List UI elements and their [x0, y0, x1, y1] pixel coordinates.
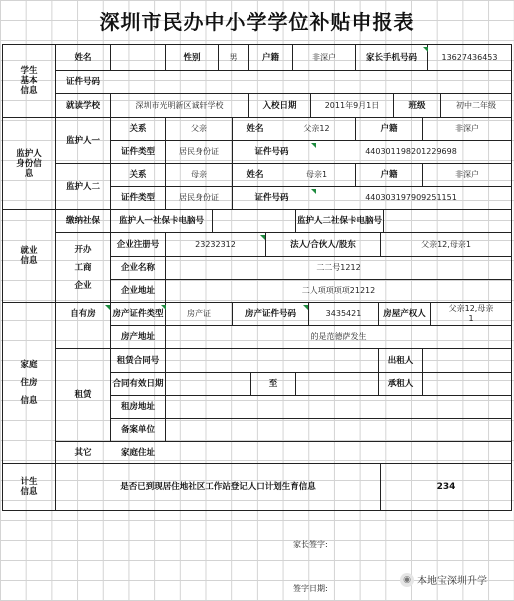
watermark-text: 本地宝深圳升学	[417, 576, 487, 587]
family-planning-answer[interactable]: 234	[436, 482, 456, 492]
g2-idno-value: 440303197909251151	[365, 193, 457, 202]
g2-social-card-label: 监护人二社保卡电脑号	[296, 216, 382, 226]
cert-no-label: 房产证件号码	[244, 309, 296, 319]
g2-relation-label: 关系	[129, 170, 147, 180]
g2-relation-value: 母亲	[191, 170, 207, 179]
form-title: 深圳市民办中小学学位补贴申报表	[99, 10, 415, 34]
guardian-section-label: 监护人 身份信 息	[16, 148, 42, 179]
grade-label: 班级	[408, 100, 426, 111]
cert-no-value: 3435421	[325, 309, 362, 318]
filing-unit-label: 备案单位	[120, 425, 155, 435]
g1-hukou-value: 非深户	[455, 124, 479, 133]
g1-relation-value: 父亲	[191, 124, 207, 133]
gender-value: 男	[229, 52, 238, 62]
rule	[2, 510, 512, 511]
lessor-label: 出租人	[387, 355, 414, 366]
home-address-label: 家庭住址	[120, 447, 155, 458]
rent-label: 租赁	[74, 390, 92, 400]
valid-date-to-field[interactable]	[296, 373, 378, 395]
g2-name-value: 母亲1	[305, 170, 328, 179]
gender-label: 性别	[183, 52, 201, 63]
g2-social-card-field[interactable]	[384, 210, 511, 232]
company-address-label: 企业地址	[120, 286, 155, 296]
school-value: 深圳市光明新区诚轩学校	[135, 100, 224, 110]
rent-address-field[interactable]	[166, 396, 511, 418]
family-planning-section-label: 计生 信息	[20, 477, 38, 497]
g1-idtype-label: 证件类型	[120, 147, 155, 157]
entry-label: 入校日期	[262, 100, 297, 111]
g2-idtype-label: 证件类型	[120, 193, 155, 203]
name-label: 姓名	[74, 52, 92, 63]
contract-no-label: 租赁合同号	[116, 355, 160, 366]
other-label: 其它	[74, 447, 92, 458]
signature-date-label: 签字日期:	[293, 584, 328, 593]
home-address-field[interactable]	[166, 442, 511, 463]
g1-idno-label: 证件号码	[254, 147, 289, 157]
g2-hukou-label: 户籍	[380, 170, 398, 180]
watermark	[400, 572, 487, 587]
g1-hukou-label: 户籍	[380, 124, 398, 134]
reg-no-value: 23232312	[195, 239, 236, 249]
company-name-label: 企业名称	[120, 263, 155, 273]
business-label: 开办 工商 企业	[74, 244, 92, 291]
lessee-label: 承租人	[387, 379, 414, 389]
family-planning-question: 是否已到现居住地社区工作站登记人口计划生育信息	[120, 482, 316, 492]
rule	[511, 44, 512, 510]
id-field[interactable]	[111, 71, 511, 93]
parent-signature-label: 家长签字:	[293, 540, 328, 549]
cert-type-value: 房产证	[187, 309, 211, 318]
reg-no-label: 企业注册号	[116, 239, 160, 250]
g2-idtype-value: 居民身份证	[179, 193, 219, 202]
company-name-value: 二二号1212	[316, 263, 361, 272]
property-address-label: 房产地址	[120, 332, 155, 342]
legal-person-value: 父亲12,母亲1	[421, 239, 471, 249]
cert-type-label: 房产证件类型	[112, 309, 164, 319]
g1-social-card-label: 监护人一社保卡电脑号	[118, 216, 204, 226]
grade-value: 初中二年级	[456, 100, 496, 110]
legal-person-label: 法人/合伙人/股东	[290, 239, 356, 250]
g1-name-label: 姓名	[246, 124, 264, 134]
g2-name-label: 姓名	[246, 170, 264, 180]
g2-idno-label: 证件号码	[254, 193, 289, 203]
to-label: 至	[268, 379, 278, 389]
property-address-value: 的是范德萨发生	[310, 332, 367, 341]
g1-social-card-field[interactable]	[213, 210, 295, 232]
lessee-field[interactable]	[423, 373, 511, 395]
valid-date-from-field[interactable]	[166, 373, 250, 395]
parent-phone-value: 13627436453	[441, 52, 498, 62]
owner-label: 房屋产权人	[383, 309, 426, 319]
g2-hukou-value: 非深户	[455, 170, 479, 179]
own-house-label: 自有房	[70, 309, 96, 319]
filing-unit-field[interactable]	[166, 419, 511, 441]
speech-bubble-icon: ◉	[400, 573, 414, 587]
g1-name-value: 父亲12	[303, 124, 330, 133]
guardian2-label: 监护人二	[65, 181, 100, 192]
owner-value: 父亲12,母亲 1	[448, 304, 494, 323]
lessor-field[interactable]	[423, 349, 511, 372]
school-label: 就读学校	[65, 100, 100, 111]
hukou-value: 非深户	[312, 52, 336, 62]
entry-value: 2011年9月1日	[324, 100, 380, 110]
employment-section-label: 就业 信息	[20, 246, 38, 266]
name-field[interactable]	[111, 45, 165, 70]
contract-no-field[interactable]	[166, 349, 378, 372]
valid-date-label: 合同有效日期	[112, 379, 164, 389]
student-section-label: 学生 基本 信息	[20, 66, 38, 96]
guardian1-label: 监护人一	[65, 135, 100, 146]
parent-phone-label: 家长手机号码	[365, 52, 417, 63]
rent-address-label: 租房地址	[120, 402, 155, 412]
housing-section-label: 家庭 住房 信息	[20, 360, 38, 406]
id-label: 证件号码	[65, 77, 100, 87]
g1-idtype-value: 居民身份证	[179, 147, 219, 156]
hukou-label: 户籍	[261, 52, 279, 63]
g1-idno-value: 440301198201229698	[365, 147, 457, 156]
company-address-value: 二人项项项项21212	[301, 286, 376, 295]
social-insurance-label: 缴纳社保	[65, 216, 100, 226]
g1-relation-label: 关系	[129, 124, 147, 134]
